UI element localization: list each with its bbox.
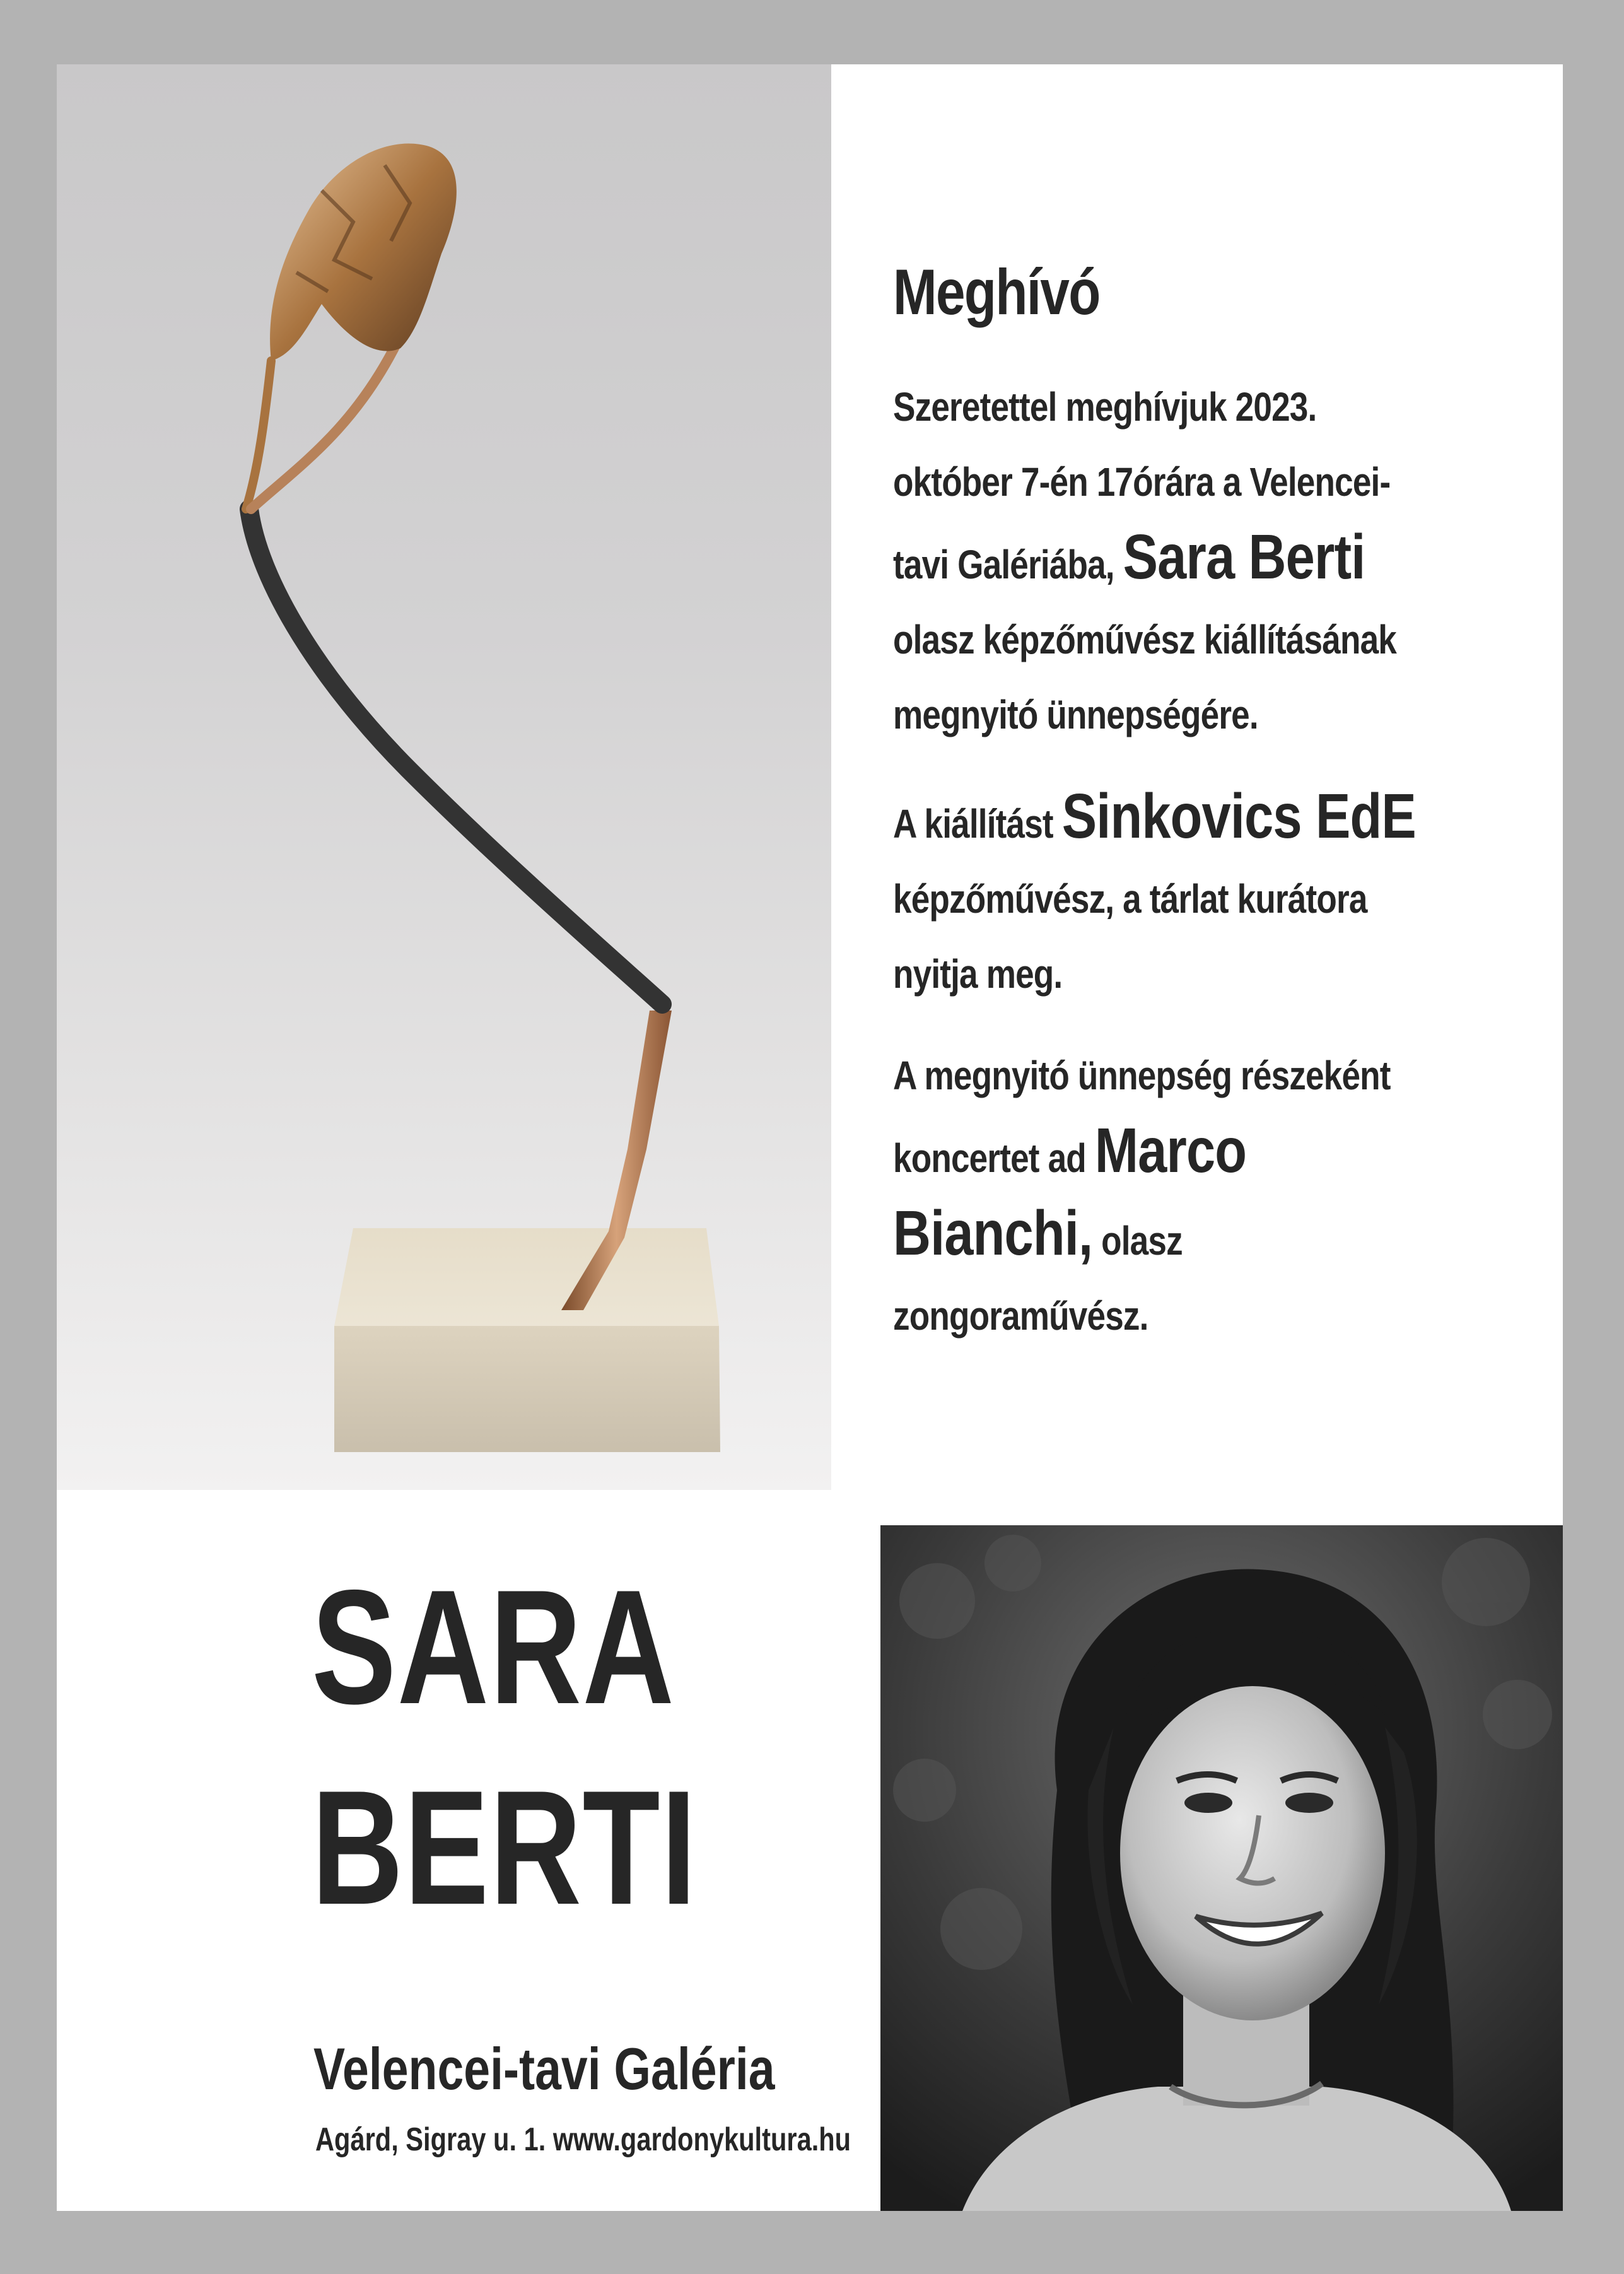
stone-base-top: [334, 1228, 719, 1326]
invitation-heading: Meghívó: [893, 256, 1100, 328]
text-line: koncertet ad Marco: [893, 1115, 1247, 1187]
text-line: megnyitó ünnepségére.: [893, 692, 1258, 738]
artist-name-title: [312, 1547, 698, 1948]
text-line: október 7-én 17órára a Velencei-: [893, 459, 1391, 505]
invitation-paragraph-1: [893, 370, 1510, 753]
bronze-head: [270, 144, 457, 361]
text-line: zongoraművész.: [893, 1293, 1148, 1339]
text-line: olasz képzőművész kiállításának: [893, 617, 1397, 663]
text-line: A kiállítást Sinkovics EdE: [893, 781, 1416, 852]
sculpture-illustration: [57, 64, 831, 1490]
musician-highlight-last: Bianchi,: [893, 1198, 1093, 1269]
text-line: Szeretettel meghívjuk 2023.: [893, 384, 1317, 430]
text-line: Bianchi, olasz: [893, 1198, 1183, 1269]
portrait-illustration: [880, 1525, 1563, 2211]
invitation-paragraph-3: [893, 1038, 1510, 1354]
invitation-poster: [57, 64, 1563, 2211]
gallery-name: Velencei-tavi Galéria: [313, 2036, 775, 2102]
invitation-paragraph-2: [893, 779, 1510, 1012]
text-line: tavi Galériába, Sara Berti: [893, 522, 1365, 593]
text-line: képzőművész, a tárlat kurátora: [893, 876, 1367, 922]
sculpture-photo: [57, 64, 831, 1490]
portrait-photo: [880, 1525, 1563, 2211]
dark-rod: [249, 509, 662, 1004]
invitation-text: [893, 254, 1549, 1380]
musician-highlight-first: Marco: [1094, 1115, 1247, 1187]
gallery-address: Agárd, Sigray u. 1. www.gardonykultura.hu: [315, 2121, 851, 2158]
artist-last-name: BERTI: [312, 1756, 698, 1938]
text-line: nyitja meg.: [893, 951, 1063, 997]
artist-highlight: Sara Berti: [1123, 522, 1365, 593]
artist-first-name: SARA: [312, 1556, 675, 1738]
curator-highlight: Sinkovics EdE: [1061, 781, 1416, 852]
stone-base-front: [334, 1326, 720, 1452]
text-line: A megnyitó ünnepség részeként: [893, 1053, 1391, 1099]
